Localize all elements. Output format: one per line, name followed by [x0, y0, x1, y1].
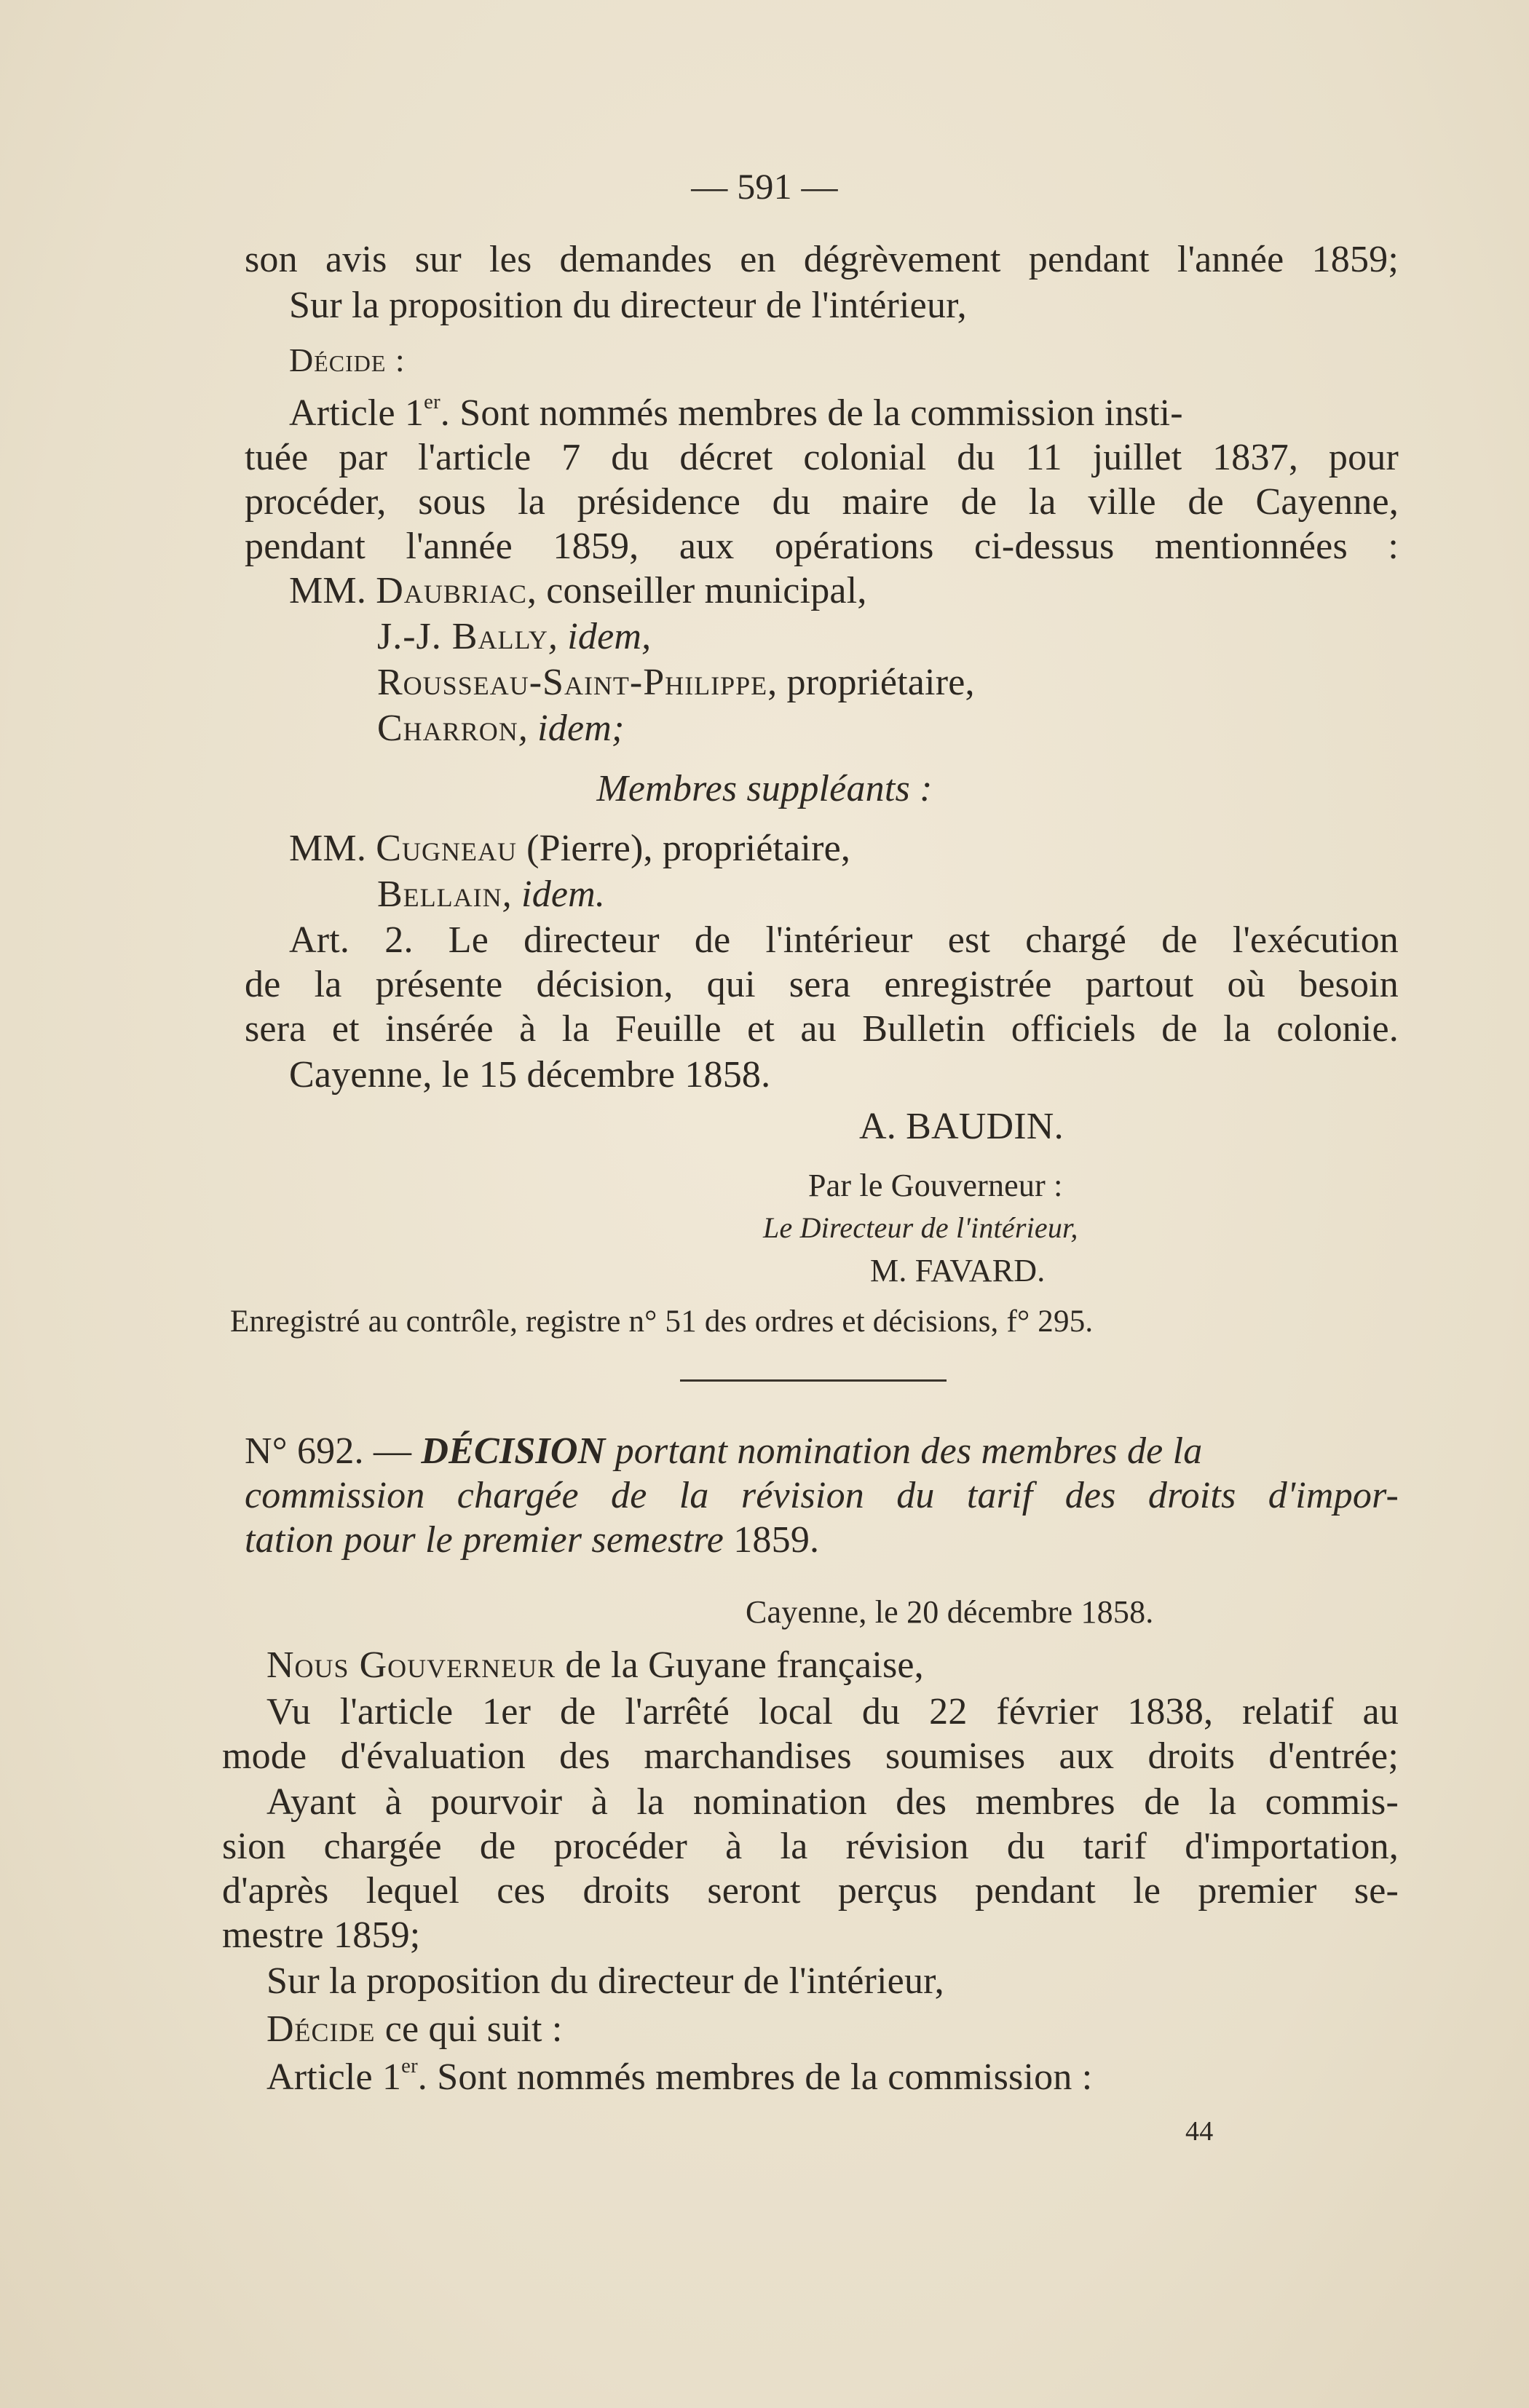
body-line: Ayant à pourvoir à la nomination des membres de la commis- — [266, 1781, 1399, 1823]
decision-title-line — [245, 1517, 819, 1564]
decision-title-line: commission chargée de la révision du tarif des droits d'impor- — [245, 1475, 1399, 1516]
member-name: J.-J. Bally — [377, 616, 548, 657]
body-line: Sur la proposition du directeur de l'intérieur, — [289, 285, 967, 326]
article-label: Article 1 — [289, 392, 424, 434]
opening-sc: Nous Gouverneur — [266, 1644, 556, 1686]
member-name: Cugneau — [376, 828, 517, 869]
member-prefix: MM. — [289, 570, 376, 611]
body-line: Vu l'article 1er de l'arrêté local du 22 février 1838, relatif au — [266, 1691, 1399, 1732]
section-divider — [680, 1379, 947, 1382]
member-role: , idem. — [502, 874, 606, 915]
decide-label: Décide : — [289, 341, 406, 379]
opening-line — [266, 1642, 924, 1689]
article-1-line — [289, 390, 1399, 437]
place-date: Cayenne, le 20 décembre 1858. — [746, 1594, 1154, 1630]
body-line: sion chargée de procéder à la révision du tarif d'importation, — [222, 1826, 1399, 1867]
body-line: son avis sur les demandes en dégrèvement pendant l'année 1859; — [245, 239, 1399, 280]
member-name: Charron — [377, 708, 518, 749]
page-number: — 591 — — [691, 166, 838, 207]
member-prefix: MM. — [289, 828, 376, 869]
article-text: . Sont nommés membres de la commission : — [417, 2056, 1093, 2098]
member-name: Bellain — [377, 874, 502, 915]
body-line: de la présente décision, qui sera enregistrée partout où besoin — [245, 964, 1399, 1005]
decide-text: ce qui suit : — [375, 2008, 563, 2050]
article-1-line — [266, 2054, 1092, 2101]
signature-mark: 44 — [1185, 2116, 1214, 2147]
registration-note: Enregistré au contrôle, registre n° 51 des ordres et décisions, f° 295. — [230, 1304, 1094, 1339]
member-line — [377, 614, 651, 660]
substitutes-heading: Membres suppléants : — [596, 768, 933, 809]
decide-label: Décide — [266, 2008, 376, 2050]
place-date: Cayenne, le 15 décembre 1858. — [289, 1054, 771, 1096]
member-name: Daubriac — [376, 570, 527, 611]
member-line — [377, 660, 975, 706]
by-governor: Par le Gouverneur : — [808, 1168, 1063, 1203]
decision-title-year: 1859. — [733, 1519, 820, 1561]
body-line: procéder, sous la présidence du maire de la ville de Cayenne, — [245, 481, 1399, 523]
decision-title-line — [245, 1428, 1399, 1475]
body-line: mode d'évaluation des marchandises soumises aux droits d'entrée; — [222, 1735, 1399, 1777]
member-line — [289, 568, 867, 614]
member-role: , idem; — [518, 708, 625, 749]
member-name: Rousseau-Saint-Philippe — [377, 662, 768, 703]
substitute-line — [377, 871, 605, 918]
decide-line — [266, 2006, 563, 2053]
body-line: sera et insérée à la Feuille et au Bulletin officiels de la colonie. — [245, 1008, 1399, 1050]
member-role: , idem, — [548, 616, 652, 657]
decision-number: N° 692. — — [245, 1430, 422, 1472]
body-line: d'après lequel ces droits seront perçus pendant le premier se- — [222, 1870, 1399, 1912]
substitute-line — [289, 825, 850, 872]
director-title: Le Directeur de l'intérieur, — [763, 1211, 1078, 1244]
member-role: , conseiller municipal, — [526, 570, 867, 611]
article-superscript: er — [401, 2055, 418, 2078]
decision-title-text: tation pour le premier semestre — [245, 1519, 734, 1561]
body-line: mestre 1859; — [222, 1914, 421, 1956]
decision-word: DÉCISION — [421, 1430, 606, 1472]
article-superscript: er — [424, 391, 440, 414]
article-2-line: Art. 2. Le directeur de l'intérieur est chargé de l'exécution — [289, 919, 1399, 961]
signatory: A. BAUDIN. — [859, 1106, 1064, 1147]
member-line — [377, 705, 625, 752]
body-line: pendant l'année 1859, aux opérations ci-dessus mentionnées : — [245, 526, 1399, 567]
body-line: tuée par l'article 7 du décret colonial du 11 juillet 1837, pour — [245, 437, 1399, 478]
decision-title-text: portant nomination des membres de la — [605, 1430, 1203, 1472]
director-name: M. FAVARD. — [870, 1253, 1046, 1288]
article-label: Article 1 — [266, 2056, 402, 2098]
member-role: (Pierre), propriétaire, — [516, 828, 851, 869]
body-line: Sur la proposition du directeur de l'intérieur, — [266, 1960, 944, 2002]
article-text: . Sont nommés membres de la commission insti- — [440, 392, 1183, 434]
opening-text: de la Guyane française, — [556, 1644, 924, 1686]
member-role: , propriétaire, — [767, 662, 975, 703]
